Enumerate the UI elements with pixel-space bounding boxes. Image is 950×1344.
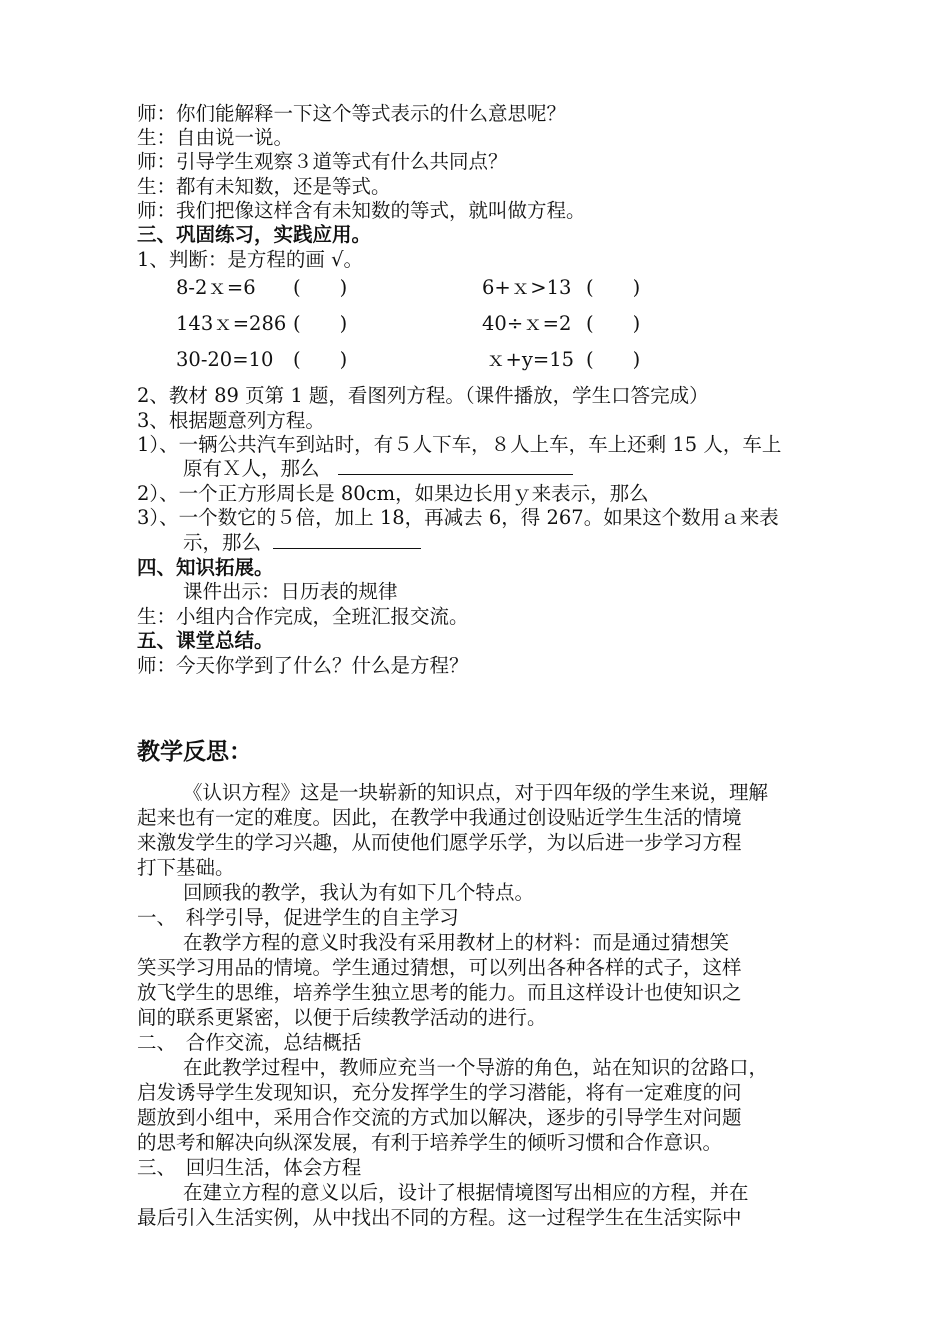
dialog-line: 师：今天你学到了什么？什么是方程？ [137,654,469,677]
paragraph-line: 笑买学习用品的情境。学生通过猜想，可以列出各种各样的式子，这样 [137,956,742,979]
exercise-line: 2）、一个正方形周长是 80cm，如果边长用ｙ来表示，那么 [137,482,649,505]
paragraph-line: 放飞学生的思维，培养学生独立思考的能力。而且这样设计也使知识之 [137,981,742,1004]
paragraph-line: 来激发学生的学习兴趣，从而使他们愿学乐学，为以后进一步学习方程 [137,831,742,854]
document-page: 师：你们能解释一下这个等式表示的什么意思呢？ 生：自由说一说。 师：引导学生观察３道等式有什么共同点？ 生：都有未知数，还是等式。 师：我们把像这样含有未知数的等式，就叫做方程。 三、巩固练习，实践应用。 1、判断：是方程的画 √。 8-2ｘ=6 ( ) 6+ｘ>13 ( ) 143ｘ=286 ( ) 40÷ｘ=2 ( ) 30-20=10 ( ) ｘ+y=15 ( ) 2、教材 89 页第 1 题，看图列方程。（课件播放，学生口答完成） 3、根据题意列方程。 1）、一辆公共汽车到站时，有５人下车，８人上车，车上还剩 15 人，车上 原有Ｘ人，那么 2）、一个正方形周长是 80cm，如果边长用ｙ来表示，那么 3）、一个数它的５倍，加上 18，再减去 6，得 267。如果这个数用ａ来表 示，那么 四、知识拓展。 课件出示：日历表的规律 生：小组内合作完成，全班汇报交流。 五、课堂总结。 师：今天你学到了什么？什么是方程？ 教学反思： 《认识方程》这是一块崭新的知识点，对于四年级的学生来说，理解 起来也有一定的难度。因此，在教学中我通过创设贴近学生生活的情境 来激发学生的学习兴趣，从而使他们愿学乐学，为以后进一步学习方程 打下基础。 回顾我的教学，我认为有如下几个特点。 一、 科学引导，促进学生的自主学习 在教学方程的意义时我没有采用教材上的材料：而是通过猜想笑 笑买学习用品的情境。学生通过猜想，可以列出各种各样的式子，这样 放飞学生的思维，培养学生独立思考的能力。而且这样设计也使知识之 间的联系更紧密，以便于后续教学活动的进行。 二、 合作交流，总结概括 在此教学过程中，教师应充当一个导游的角色，站在知识的岔路口， 启发诱导学生发现知识，充分发挥学生的学习潜能，将有一定难度的问 题放到小组中，采用合作交流的方式加以解决，逐步的引导学生对问题 的思考和解决向纵深发展，有利于培养学生的倾听习惯和合作意识。 三、 回归生活，体会方程 在建立方程的意义以后，设计了根据情境图写出相应的方程，并在 最后引入生活实例，从中找出不同的方程。这一过程学生在生活实际中 [137,102,782,1229]
paragraph-line: 启发诱导学生发现知识，充分发挥学生的学习潜能，将有一定难度的问 [137,1081,742,1104]
dialog-line: 师：引导学生观察３道等式有什么共同点？ [137,150,508,173]
paragraph-line: 间的联系更紧密，以便于后续教学活动的进行。 [137,1006,547,1029]
exercise-line: 原有Ｘ人，那么 [183,456,573,482]
paragraph-line: 题放到小组中，采用合作交流的方式加以解决，逐步的引导学生对问题 [137,1106,742,1129]
exercise-line: 2、教材 89 页第 1 题，看图列方程。（课件播放，学生口答完成） [137,384,709,407]
subsection-heading: 三、 回归生活，体会方程 [137,1156,362,1179]
answer-blank [273,530,421,549]
answer-blank [338,456,573,475]
exercise-line: 3）、一个数它的５倍，加上 18，再减去 6，得 267。如果这个数用ａ来表 [137,506,779,529]
dialog-line: 生：都有未知数，还是等式。 [137,175,391,198]
paragraph-line: 在教学方程的意义时我没有采用教材上的材料：而是通过猜想笑 [183,931,730,954]
paragraph-line: 起来也有一定的难度。因此，在教学中我通过创设贴近学生生活的情境 [137,806,742,829]
exercise-line: 示，那么 [183,530,421,556]
equation-item: 8-2ｘ=6 ( ) [176,276,348,299]
paragraph-line: 《认识方程》这是一块崭新的知识点，对于四年级的学生来说，理解 [183,781,769,804]
dialog-line: 师：你们能解释一下这个等式表示的什么意思呢？ [137,102,567,125]
paragraph-line: 的思考和解决向纵深发展，有利于培养学生的倾听习惯和合作意识。 [137,1131,723,1154]
equation-item: 40÷ｘ=2 ( ) [482,312,641,335]
exercise-instruction: 1、判断：是方程的画 √。 [137,248,364,271]
equation-item: 6+ｘ>13 ( ) [482,276,641,299]
subsection-heading: 一、 科学引导，促进学生的自主学习 [137,906,459,929]
paragraph-line: 打下基础。 [137,856,235,879]
exercise-line: 1）、一辆公共汽车到站时，有５人下车，８人上车，车上还剩 15 人，车上 [137,433,782,456]
section-heading: 五、课堂总结。 [137,629,274,652]
reflection-title: 教学反思： [137,739,252,765]
dialog-line: 生：自由说一说。 [137,126,294,149]
paragraph-line: 在建立方程的意义以后，设计了根据情境图写出相应的方程，并在 [183,1181,749,1204]
paragraph-line: 最后引入生活实例，从中找出不同的方程。这一过程学生在生活实际中 [137,1206,742,1229]
section-heading: 三、巩固练习，实践应用。 [137,223,372,246]
dialog-line: 师：我们把像这样含有未知数的等式，就叫做方程。 [137,199,586,222]
courseware-line: 课件出示：日历表的规律 [183,580,398,603]
subsection-heading: 二、 合作交流，总结概括 [137,1031,362,1054]
paragraph-line: 回顾我的教学，我认为有如下几个特点。 [183,881,535,904]
equation-item: 30-20=10 ( ) [176,348,348,371]
paragraph-line: 在此教学过程中，教师应充当一个导游的角色，站在知识的岔路口， [183,1056,769,1079]
section-heading: 四、知识拓展。 [137,556,274,579]
dialog-line: 生：小组内合作完成，全班汇报交流。 [137,605,469,628]
equation-item: 143ｘ=286 ( ) [176,312,348,335]
exercise-line: 3、根据题意列方程。 [137,409,325,432]
